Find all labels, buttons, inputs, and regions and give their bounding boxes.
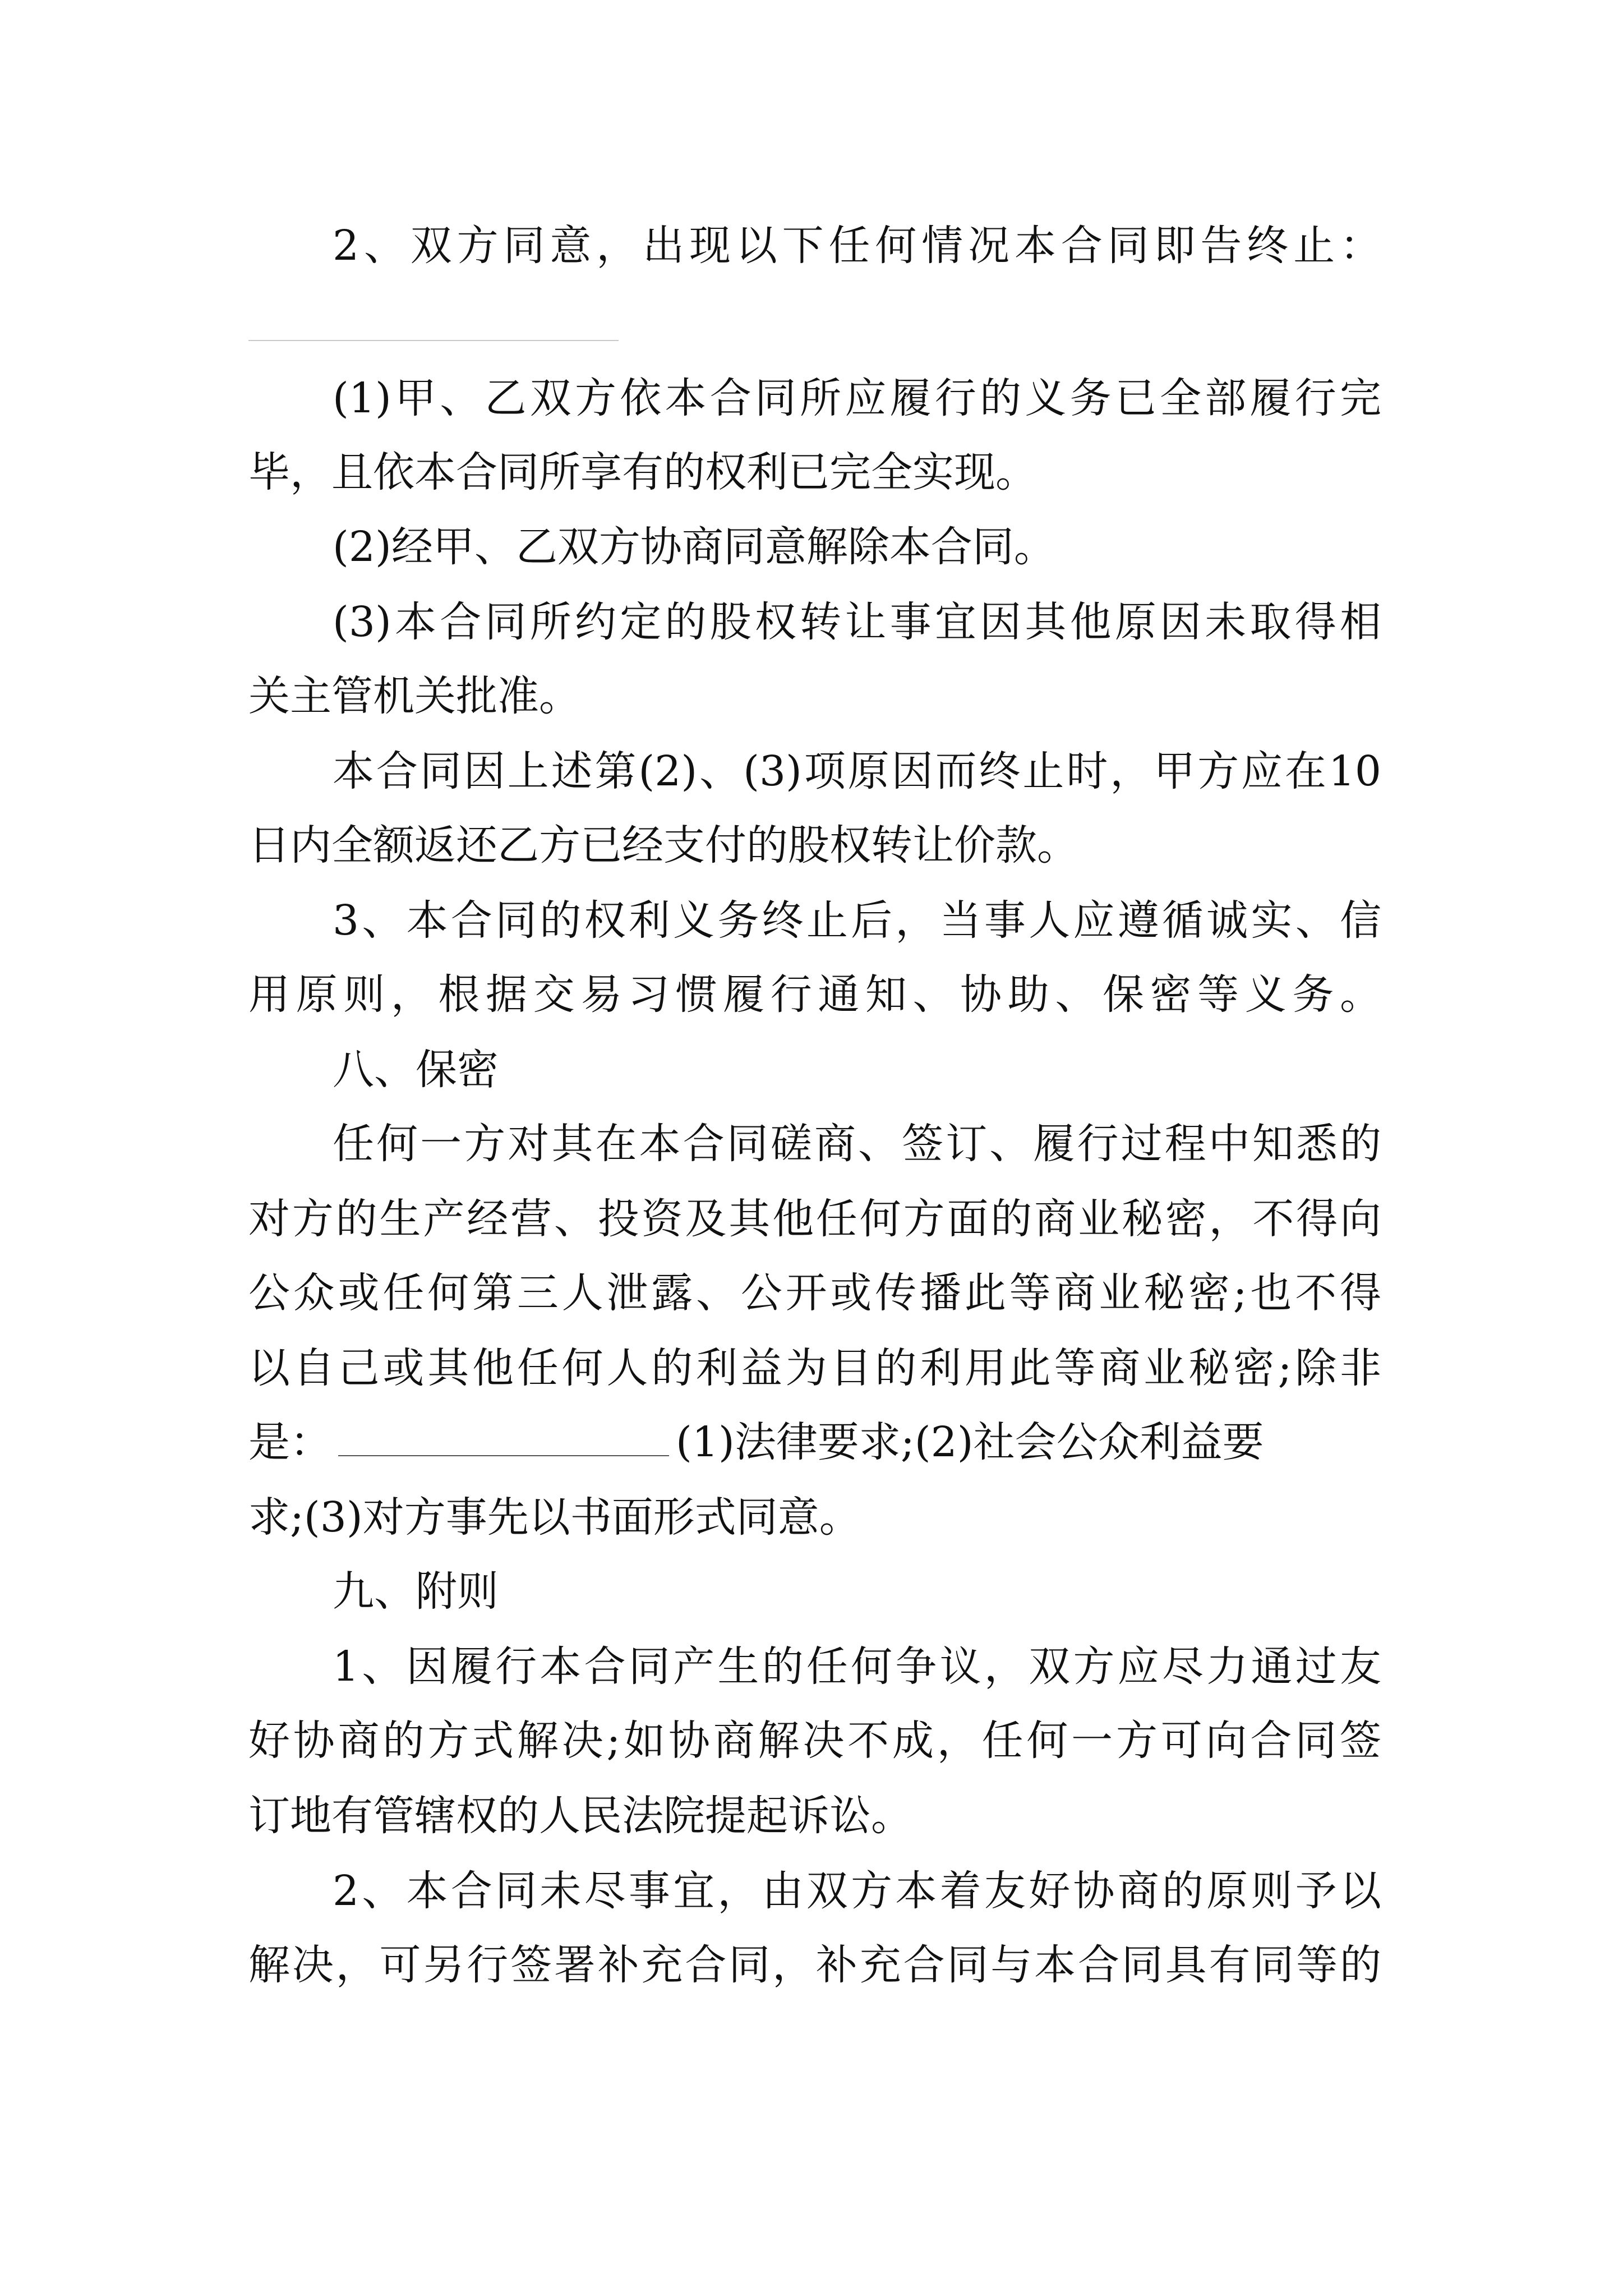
clause-7-2-item-1-line-1: (1)甲、乙双方依本合同所应履行的义务已全部履行完	[333, 374, 1381, 422]
section-8-line-5-suffix: (1)法律要求;(2)社会公众利益要	[676, 1418, 1264, 1466]
section-8-line-1: 任何一方对其在本合同磋商、签订、履行过程中知悉的	[333, 1120, 1381, 1168]
section-9-1-line-3: 订地有管辖权的人民法院提起诉讼。	[248, 1792, 912, 1840]
clause-7-3-line-1: 3、本合同的权利义务终止后，当事人应遵循诚实、信	[333, 896, 1381, 945]
section-9-1-line-1: 1、因履行本合同产生的任何争议，双方应尽力通过友	[333, 1642, 1381, 1691]
section-8-line-4: 以自己或其他任何人的利益为目的利用此等商业秘密;除非	[248, 1344, 1381, 1392]
section-9-1-line-2: 好协商的方式解决;如协商解决不成，任何一方可向合同签	[248, 1717, 1381, 1765]
section-8-line-2: 对方的生产经营、投资及其他任何方面的商业秘密，不得向	[248, 1195, 1381, 1243]
refund-clause-line-2: 日内全额返还乙方已经支付的股权转让价款。	[248, 821, 1078, 869]
refund-clause-line-1: 本合同因上述第(2)、(3)项原因而终止时，甲方应在10	[333, 747, 1381, 795]
section-9-title: 九、附则	[333, 1567, 499, 1616]
section-8-line-6: 求;(3)对方事先以书面形式同意。	[248, 1493, 861, 1542]
section-9-2-line-2: 解决，可另行签署补充合同，补充合同与本合同具有同等的	[248, 1941, 1381, 1989]
section-8-line-5	[248, 1414, 1381, 1470]
clause-7-2-item-3-line-1: (3)本合同所约定的股权转让事宜因其他原因未取得相	[333, 598, 1381, 646]
section-8-line-5-prefix: 是：	[248, 1418, 331, 1466]
fill-in-blank	[338, 1420, 669, 1456]
section-8-line-3: 公众或任何第三人泄露、公开或传播此等商业秘密;也不得	[248, 1269, 1381, 1317]
section-9-2-line-1: 2、本合同未尽事宜，由双方本着友好协商的原则予以	[333, 1867, 1381, 1915]
section-8-title: 八、保密	[333, 1046, 499, 1094]
clause-7-2-item-1-line-2: 毕，且依本合同所享有的权利已完全实现。	[248, 448, 1037, 496]
clause-7-2-item-3-line-2: 关主管机关批准。	[248, 672, 580, 720]
clause-7-2-heading: 2、双方同意，出现以下任何情况本合同即告终止：	[333, 222, 1381, 270]
clause-7-2-item-2: (2)经甲、乙双方协商同意解除本合同。	[333, 523, 1055, 571]
clause-7-3-line-2: 用原则，根据交易习惯履行通知、协助、保密等义务。	[248, 970, 1381, 1019]
horizontal-rule	[248, 340, 619, 341]
